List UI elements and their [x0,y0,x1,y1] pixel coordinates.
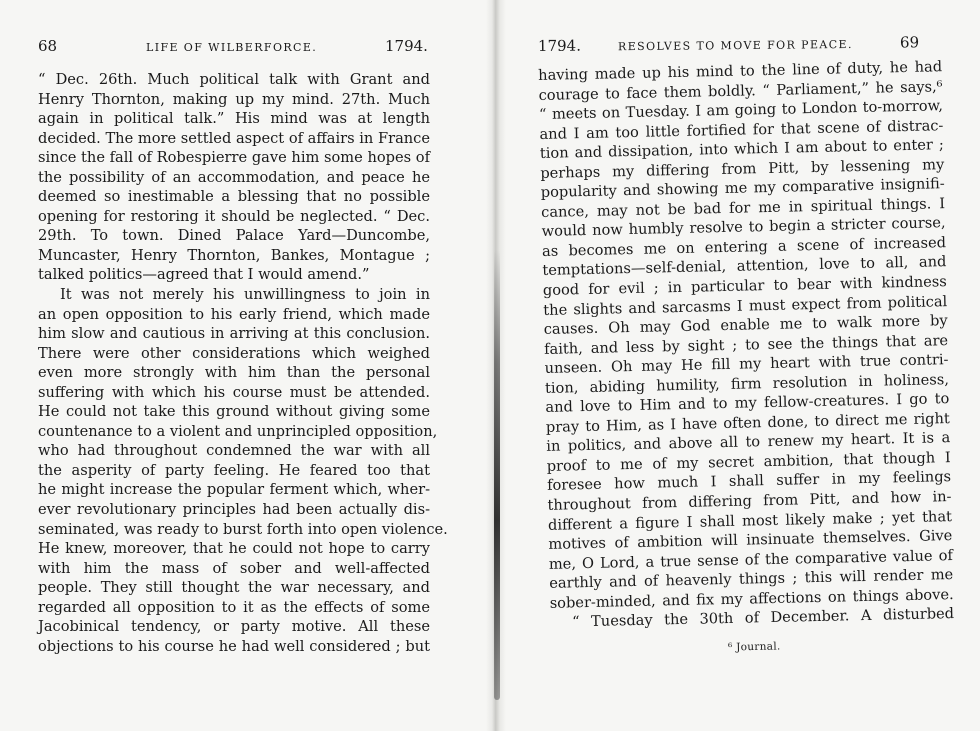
text-line: pray to Him, as I have often done, to direct me right [545,409,950,436]
text-line: unseen. Oh may He fill my heart with true contri- [544,351,949,378]
text-line: the asperity of party feeling. He feared too that [38,461,430,479]
text-line: ever revolutionary principles had been actually dis- [38,501,430,519]
text-line: the possibility of an accommodation, and peace he [38,168,430,186]
text-line: motives of ambition will insinuate themselves. Give [548,527,953,554]
left-year: 1794. [385,37,428,55]
text-line: and love to Him and to my fellow-creatures. I go to [545,390,950,417]
left-page-number: 68 [38,37,58,55]
text-line: There were other considerations which weighed [38,344,430,362]
right-page-number: 69 [899,33,920,52]
text-line: regarded all opposition to it as the effects of some [38,598,430,616]
text-line: him slow and cautious in arriving at this conclusion. [38,325,430,343]
text-line: It was not merely his unwillingness to join in [60,286,430,304]
text-line: objections to his course he had well considered ; but [38,637,430,655]
right-running-head [538,32,942,56]
left-body-text [38,70,448,656]
text-line: in politics, and above all to renew my heart. It is a [546,429,951,456]
text-line: since the fall of Robespierre gave him some hopes of [38,149,430,167]
text-line: He could not take this ground without giving some [38,403,430,421]
text-line: people. They still thought the war necessary, and [38,579,430,597]
text-line: 29th. To town. Dined Palace Yard—Duncombe, [38,227,430,245]
text-line: proof to me of my secret ambition, that though I [546,449,951,475]
footnote: ⁶ Journal. [727,640,781,654]
text-line: decided. The more settled aspect of affairs in France [38,129,430,147]
left-running-head [38,36,428,56]
text-line: would now humbly resolve to begin a stricter course, [541,214,946,241]
text-line: suffering with which his course must be attended. [38,383,430,401]
text-line: throughout from differing from Pitt, and how in- [547,488,952,514]
text-line: sober-minded, and fix my affections on things above. [549,585,954,612]
text-line: deemed so inestimable a blessing that no possible [38,188,430,206]
text-line: Muncaster, Henry Thornton, Bankes, Montague ; [38,246,430,264]
text-line: me, O Lord, a true sense of the comparative value of [548,546,953,573]
right-running-title: RESOLVES TO MOVE FOR PEACE. [617,37,853,54]
text-line: temptations—self-denial, attention, love to all, and [542,253,947,280]
text-line: earthly and of heavenly things ; this will render me [549,566,954,593]
text-line: faith, and less by sight ; to see the things that are [543,331,949,358]
text-line: “ meets on Tuesday. I am going to London to-morrow, [538,97,944,124]
text-line: countenance to a violent and unprincipled opposition, [38,422,438,440]
text-line: and I am too little fortified for that scene of distrac- [539,116,944,143]
text-line: who had throughout condemned the war with all [38,442,430,460]
text-line: popularity and showing me my comparative insignifi- [540,175,945,202]
right-page [492,0,980,731]
text-line: seminated, was ready to burst forth into open violence. [38,520,448,538]
text-line: with him the mass of sober and well-affected [38,559,430,577]
text-line: foresee how much I shall suffer in my feelings [546,468,952,495]
text-line: perhaps my differing from Pitt, by lessening my [540,155,945,182]
text-line: Jacobinical tendency, or party motive. All these [38,618,430,636]
text-line: even more strongly with him than the personal [38,364,430,382]
text-line: having made up his mind to the line of duty, he had [538,58,943,84]
text-line: again in political talk.” His mind was at length [38,110,430,128]
right-body-text [538,57,954,633]
text-line: the slights and sarcasms I must expect from political [543,292,948,319]
left-running-title: LIFE OF WILBERFORCE. [146,41,318,54]
text-line: tion and dissipation, into which I am about to enter ; [539,136,945,163]
right-year: 1794. [537,36,582,55]
text-line: courage to face them boldly. “ Parliament,” he says,⁶ [538,77,943,104]
text-line: He knew, moreover, that he could not hope to carry [38,540,430,558]
text-line: talked politics—agreed that I would amend.” [38,266,370,284]
text-line: different a figure I shall most likely make ; yet that [547,507,953,534]
text-line: good for evil ; in particular to bear with kindness [542,273,947,299]
text-line: causes. Oh may God enable me to walk more by [543,312,948,339]
text-line: an open opposition to his early friend, which made [38,305,430,323]
text-line: opening for restoring it should be neglected. “ Dec. [38,207,430,225]
text-line: tion, abiding humility, firm resolution in holiness, [544,370,950,397]
text-line: “ Tuesday the 30th of December. A disturbed [571,605,955,631]
text-line: “ Dec. 26th. Much political talk with Grant and [38,71,430,88]
text-line: cance, may not be bad for me in spiritual things. I [541,194,946,221]
text-line: as becomes me on entering a scene of increased [541,234,947,260]
text-line: he might increase the popular ferment which, wher- [38,481,430,499]
text-line: Henry Thornton, making up my mind. 27th. Much [38,90,430,108]
